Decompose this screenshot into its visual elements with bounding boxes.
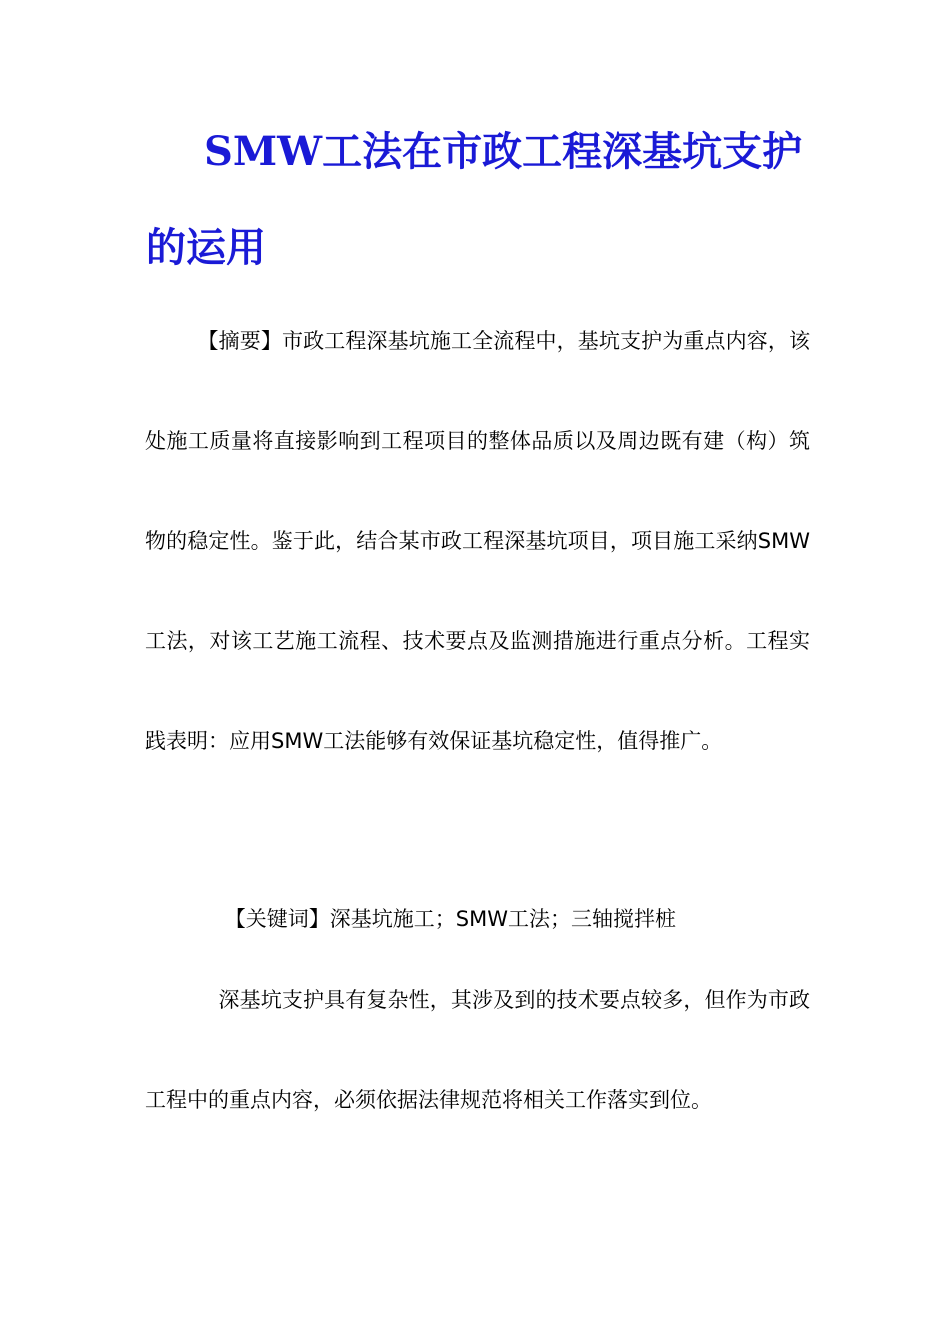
body-paragraph: 深基坑支护具有复杂性，其涉及到的技术要点较多，但作为市政工程中的重点内容，必须依据法律规范将相关工作落实到位。 bbox=[145, 988, 810, 1112]
keywords-text: 深基坑施工；SMW工法；三轴搅拌桩 bbox=[329, 907, 677, 931]
document-title-line-1: SMW工法在市政工程深基坑支护 bbox=[204, 128, 803, 175]
keywords-paragraph bbox=[145, 893, 810, 945]
abstract-text: 市政工程深基坑施工全流程中，基坑支护为重点内容，该处施工质量将直接影响到工程项目的整体品质以及周边既有建（构）筑物的稳定性。鉴于此，结合某市政工程深基坑项目，项目施工采纳SMW工法，对该工艺施工流程、技术要点及监测措施进行重点分析。工程实践表明：应用SMW工法能够有效保证基坑稳定性，值得推广。 bbox=[145, 329, 810, 753]
abstract-paragraph bbox=[145, 291, 810, 791]
document-title-line-2: 的运用 bbox=[146, 224, 266, 271]
abstract-label: 【摘要】 bbox=[197, 329, 282, 353]
keywords-label: 【关键词】 bbox=[224, 907, 330, 931]
